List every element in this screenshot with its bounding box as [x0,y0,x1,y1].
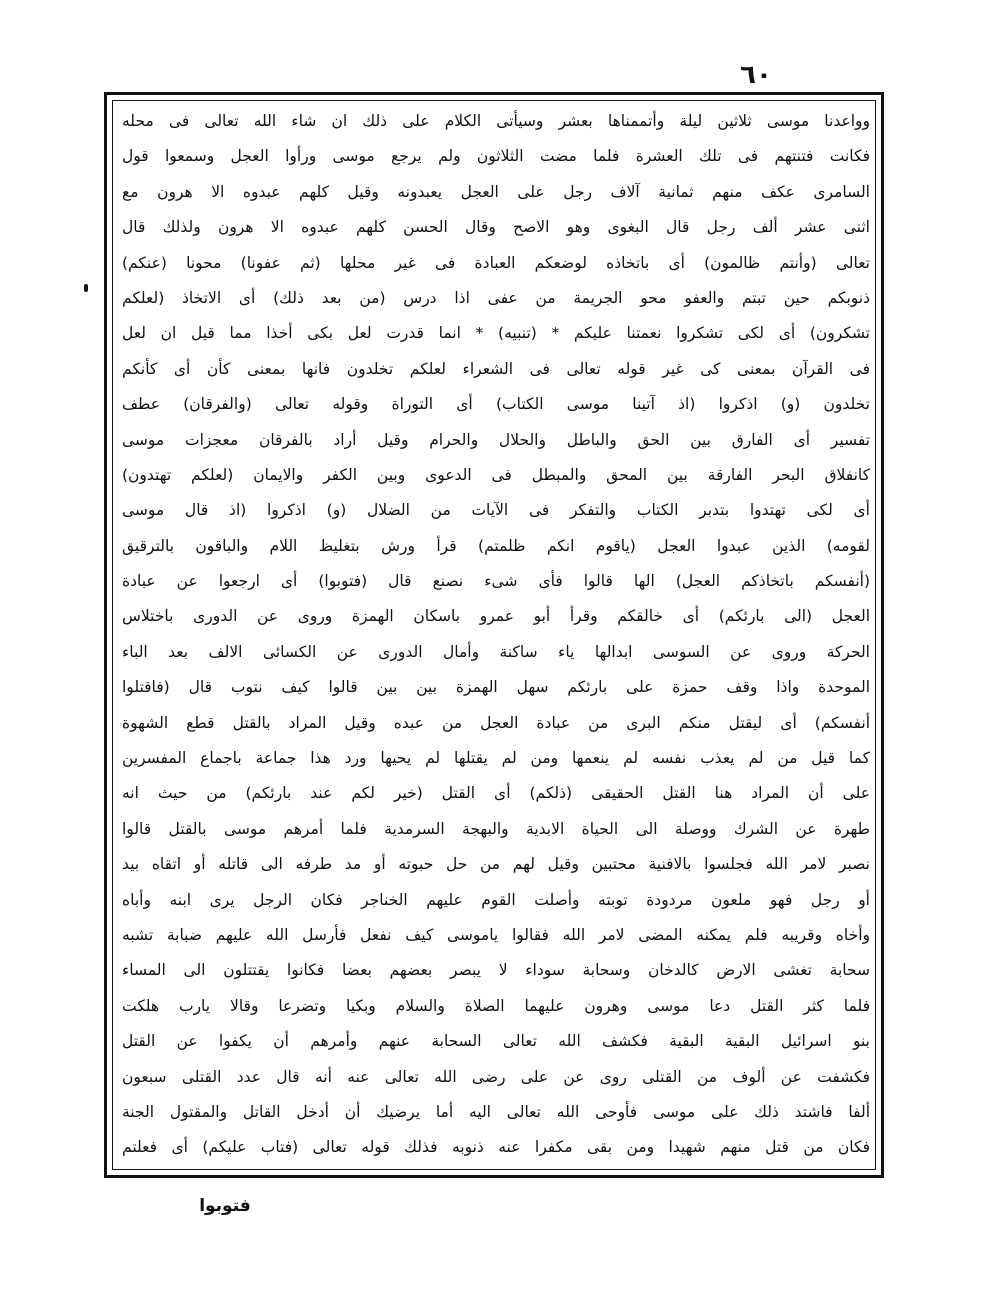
text-line: كانفلاق البحر الفارقة بين المحق والمبطل فى الدعوى وبين الكفر والايمان (لعلكم تهتدون) [122,465,870,484]
text-line: فكشفت عن ألوف من القتلى روى عن على رضى الله تعالى عنه أنه قال عدد القتلى سبعون [122,1067,870,1086]
text-line: العجل (الى بارئكم) أى خالقكم وقرأ أبو عمرو باسكان الهمزة وروى عن الدورى باختلاس [122,607,870,626]
page-number: ٦٠ [740,60,772,90]
text-line: كما قيل من لم يعذب نفسه لم ينعمها ومن لم يقتلها لم يحيها ورد هذا جماعة باجماع المفسرين [122,749,870,768]
text-line: فكانت فتنتهم فى تلك العشرة فلما مضت الثلاثون ولم يرجع موسى ورأوا العجل وسمعوا قول [122,147,870,166]
text-line: لقومه) الذين عبدوا العجل (ياقوم انكم ظلمتم) قرأ ورش بتغليظ اللام والباقون بالترقيق [122,536,870,555]
text-line: (أنفسكم باتخاذكم العجل) الها قالوا فأى شىء نصنع قال (فتوبوا) أى ارجعوا عن عبادة [122,572,870,591]
text-line: فى القرآن بمعنى كى غير قوله تعالى فى الشعراء لعلكم تخلدون فانها بمعنى كأن أى كأنكم [122,359,870,378]
text-line: أو رجل فهو ملعون مردودة توبته وأصلت القوم عليهم الخناجر فكان الرجل يرى ابنه وأباه [122,890,870,909]
text-line: على أن المراد هنا القتل الحقيقى (ذلكم) أى القتل (خير لكم عند بارئكم) من حيث انه [122,784,870,803]
text-line: فكان من قتل منهم شهيدا ومن بقى مكفرا عنه ذنوبه فذلك قوله تعالى (فتاب عليكم) أى فعلتم [122,1138,870,1157]
text-line: أى لكى تهتدوا بتدبر الكتاب والتفكر فى الآيات من الضلال (و) اذكروا (اذ قال موسى [122,501,870,520]
text-line: الحركة وروى عن السوسى ابدالها ياء ساكنة وأمال الدورى عن الكسائى الالف بعد الباء [122,642,870,661]
catchword: فتوبوا [199,1196,251,1216]
text-line: نصبر لامر الله فجلسوا بالافنية محتبين وقيل لهم من حل حبوته أو مد طرفه الى قاتله أو اتقاه بيد [122,855,870,874]
margin-mark [84,284,88,292]
text-line: وواعدنا موسى ثلاثين ليلة وأتممناها بعشر وسيأتى الكلام على ذلك ان شاء الله تعالى فى محله [122,112,870,130]
text-line: اثنى عشر ألف رجل قال البغوى وهو الاصح وقال الحسن كلهم عبدوه الا هرون ولذلك قال [122,218,870,237]
text-line: تشكرون) أى لكى تشكروا نعمتنا عليكم * (تنبيه) * انما قدرت لعل بكى أخذا مما قيل ان لعل [122,324,870,343]
text-line: تفسير أى الفارق بين الحق والباطل والحلال والحرام وقيل أراد بالفرقان معجزات موسى [122,430,870,449]
text-line: الموحدة واذا وقف حمزة على بارئكم سهل الهمزة بين بين قالوا كيف نتوب قال (فاقتلوا [122,678,870,697]
text-line: فلما كثر القتل دعا موسى وهرون عليهما الصلاة والسلام وبكيا وتضرعا وقالا يارب هلكت [122,996,870,1015]
text-line: تخلدون (و) اذكروا (اذ آتينا موسى الكتاب) أى التوراة وقوله تعالى (والفرقان) عطف [122,395,870,414]
text-line: السامرى عكف منهم ثمانية آلاف رجل على العجل يعبدونه وقيل كلهم عبدوه الا هرون مع [122,182,870,201]
text-line: بنو اسرائيل البقية البقية فكشف الله تعالى السحابة عنهم وأمرهم أن يكفوا عن القتل [122,1032,870,1051]
main-text-block [122,104,870,1166]
text-line: أنفسكم) أى ليقتل منكم البرى من عبادة العجل من عبده وقيل المراد بالقتل قطع الشهوة [122,713,870,732]
text-line: وأخاه وقريبه فلم يمكنه المضى لامر الله فقالوا ياموسى كيف نفعل فأرسل الله عليهم ضبابة تشبه [122,925,870,944]
text-line: ذنوبكم حين تبتم والعفو محو الجريمة من عفى اذا درس (من بعد ذلك) أى الاتخاذ (لعلكم [122,288,870,307]
text-line: ألفا فاشتد ذلك على موسى فأوحى الله تعالى اليه أما يرضيك أن أدخل القاتل والمقتول الجنة [122,1102,870,1121]
text-line: طهرة عن الشرك ووصلة الى الحياة الابدية والبهجة السرمدية فلما أمرهم موسى بالقتل قالوا [122,819,870,838]
text-line: تعالى (وأنتم ظالمون) أى باتخاذه لوضعكم العبادة فى غير محلها (ثم عفونا) محونا (عنكم) [122,253,870,272]
text-line: سحابة تغشى الارض كالدخان وسحابة سوداء لا يبصر بعضهم بعضا فكانوا يقتتلون الى المساء [122,961,870,980]
